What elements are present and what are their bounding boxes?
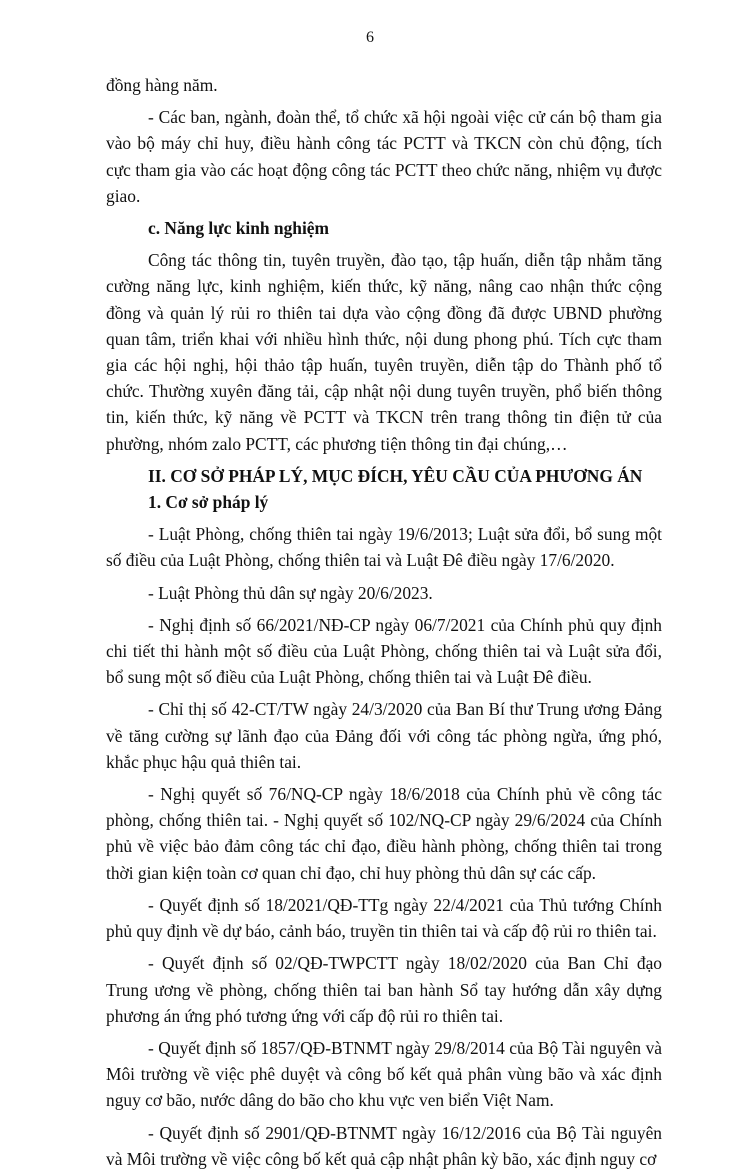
section-heading: c. Năng lực kinh nghiệm: [148, 218, 329, 239]
paragraph: - Nghị quyết số 76/NQ-CP ngày 18/6/2018 của Chính phủ về công tác phòng, chống thiên tai. - Nghị quyết số 102/NQ-CP ngày 29/6/2024 của Chính phủ về việc bảo đảm công tác chỉ đạo, điều hành phòng, chống thiên tai trong thời gian kiện toàn cơ quan chỉ đạo, chỉ huy phòng thủ dân sự các cấp.: [106, 784, 662, 883]
paragraph: - Các ban, ngành, đoàn thể, tổ chức xã hội ngoài việc cử cán bộ tham gia vào bộ máy chỉ huy, điều hành công tác PCTT và TKCN còn chủ động, tích cực tham gia vào các hoạt động công tác PCTT theo chức năng, nhiệm vụ được giao.: [106, 107, 662, 206]
paragraph: - Quyết định số 02/QĐ-TWPCTT ngày 18/02/2020 của Ban Chỉ đạo Trung ương về phòng, chống thiên tai ban hành Sổ tay hướng dẫn xây dựng phương án ứng phó tương ứng với cấp độ rủi ro thiên tai.: [106, 953, 662, 1026]
paragraph: - Chỉ thị số 42-CT/TW ngày 24/3/2020 của Ban Bí thư Trung ương Đảng về tăng cường sự lãnh đạo của Đảng đối với công tác phòng ngừa, ứng phó, khắc phục hậu quả thiên tai.: [106, 699, 662, 772]
paragraph: - Luật Phòng thủ dân sự ngày 20/6/2023.: [148, 582, 433, 603]
page-number: 6: [366, 29, 374, 46]
paragraph: - Quyết định số 18/2021/QĐ-TTg ngày 22/4/2021 của Thủ tướng Chính phủ quy định về dự báo, cảnh báo, truyền tin thiên tai và cấp độ rủi ro thiên tai.: [106, 894, 662, 942]
paragraph: - Quyết định số 1857/QĐ-BTNMT ngày 29/8/2014 của Bộ Tài nguyên và Môi trường về việc phê duyệt và công bố kết quả phân vùng bão và xác định nguy cơ bão, nước dâng do bão cho khu vực ven biển Việt Nam.: [106, 1037, 662, 1111]
section-heading: II. CƠ SỞ PHÁP LÝ, MỤC ĐÍCH, YÊU CẦU CỦA PHƯƠNG ÁN: [148, 465, 643, 486]
paragraph: - Nghị định số 66/2021/NĐ-CP ngày 06/7/2021 của Chính phủ quy định chi tiết thi hành một số điều của Luật Phòng, chống thiên tai và Luật sửa đổi, bổ sung một số điều của Luật Phòng, chống thiên tai và Luật Đê điều.: [106, 614, 662, 688]
subsection-heading: 1. Cơ sở pháp lý: [148, 492, 269, 513]
document-body: [106, 72, 662, 1172]
paragraph: Công tác thông tin, tuyên truyền, đào tạo, tập huấn, diễn tập nhằm tăng cường năng lực, kinh nghiệm, kiến thức, kỹ năng, nâng cao nhận thức cộng đồng và quản lý rủi ro thiên tai dựa vào cộng đồng đã được UBND phường quan tâm, triển khai với nhiều hình thức, nội dung phong phú. Tích cực tham gia các hội nghị, hội thảo tập huấn, tuyên truyền, diễn tập do Thành phố tổ chức. Thường xuyên đăng tải, cập nhật nội dung tuyên truyền, phổ biến thông tin, kiến thức, kỹ năng về PCTT và TKCN trên trang thông tin điện tử của phường, nhóm zalo PCTT, các phương tiện thông tin đại chúng,…: [106, 250, 662, 454]
paragraph: - Luật Phòng, chống thiên tai ngày 19/6/2013; Luật sửa đổi, bổ sung một số điều của Luật Phòng, chống thiên tai và Luật Đê điều ngày 17/6/2020.: [106, 524, 662, 571]
paragraph: - Quyết định số 2901/QĐ-BTNMT ngày 16/12/2016 của Bộ Tài nguyên và Môi trường về việc công bố kết quả cập nhật phân kỳ bão, xác định nguy cơ: [106, 1122, 662, 1169]
paragraph: đồng hàng năm.: [106, 75, 218, 95]
